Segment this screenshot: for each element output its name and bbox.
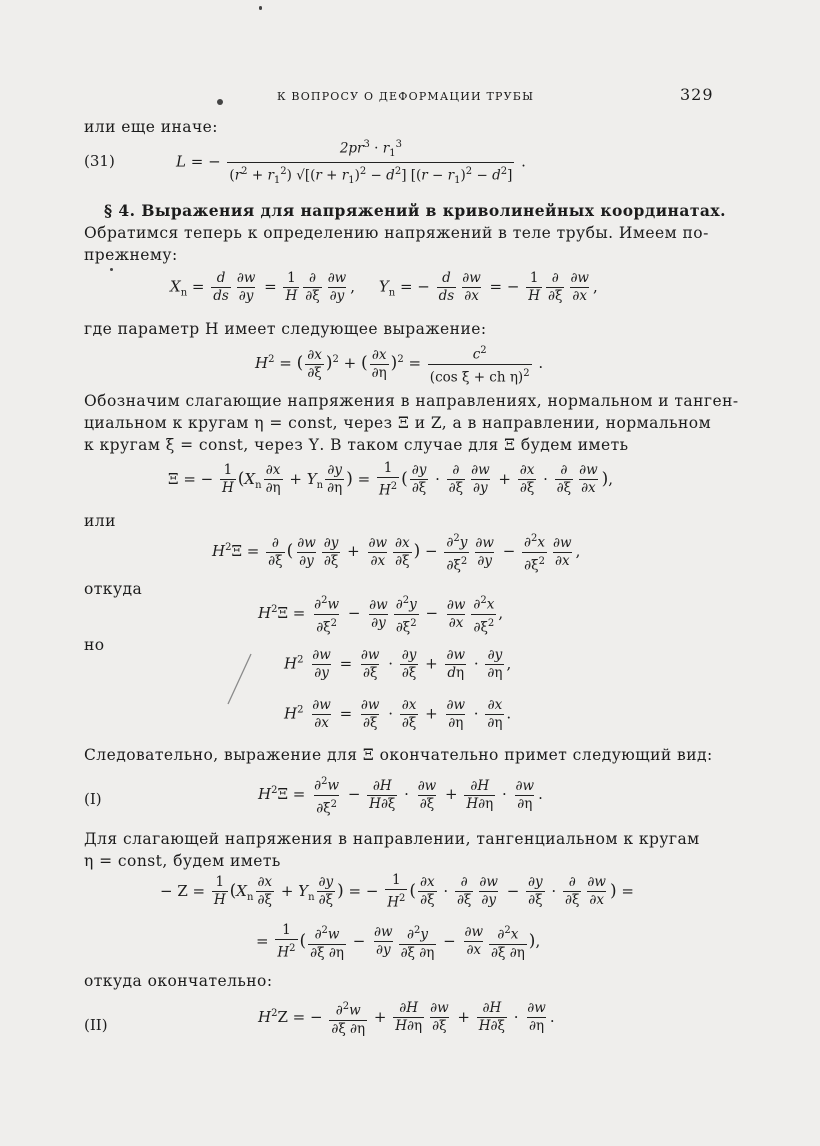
text-line: откуда <box>84 580 143 598</box>
text-line: откуда окончательно: <box>84 972 273 990</box>
text-line: но <box>84 636 105 654</box>
scan-speck <box>110 268 113 271</box>
section-heading <box>104 200 726 222</box>
scan-speck <box>217 99 223 105</box>
equation-xn-yn: $X_n$ = $\frac{d}{ds}$ $\frac{\partial w}{\partial y}$ = $\frac{1}{H}$ $\frac{\partial}{\partial\xi}$ $\frac{\partial w}{\partial y}$ , $Y_n$ = − $\frac{d}{ds}$ $\frac{\partial w}{\partial x}$ = − $\frac{1}{H}$ $\frac{\partial}{\partial\xi}$ $\frac{\partial w}{\partial x}$ , <box>170 270 598 304</box>
equation-h2xi: $H^2\Xi$ = $\frac{\partial}{\partial\xi}$ ( $\frac{\partial w}{\partial y}$ $\frac{\partial y}{\partial\xi}$ + $\frac{\partial w}{\partial x}$ $\frac{\partial x}{\partial\xi}$ ) − $\frac{\partial^2y}{\partial\xi^2}$ $\frac{\partial w}{\partial y}$ − $\frac{\partial^2x}{\partial\xi^2}$ $\frac{\partial w}{\partial x}$ , <box>212 533 581 573</box>
text-line: Обозначим слагающие напряжения в направлениях, нормальном и танген- <box>84 392 739 410</box>
equation-xi: Ξ = − $\frac{1}{H}$ ($X_n$ $\frac{\partial x}{\partial\eta}$ + $Y_n$ $\frac{\partial y}{\partial\eta}$ ) = $\frac{1}{H^2}$ ( $\frac{\partial y}{\partial\xi}$ · $\frac{\partial}{\partial\xi}$ $\frac{\partial w}{\partial y}$ + $\frac{\partial x}{\partial\xi}$ · $\frac{\partial}{\partial\xi}$ $\frac{\partial w}{\partial x}$ ), <box>168 460 614 499</box>
equation-z-cont: = $\frac{1}{H^2}$ ( $\frac{\partial^2w}{\partial\xi \partial\eta}$ − $\frac{\partial w}{\partial y}$ $\frac{\partial^2y}{\partial\xi \partial\eta}$ − $\frac{\partial w}{\partial x}$ $\frac{\partial^2x}{\partial\xi \partial\eta}$ ), <box>256 922 541 961</box>
equation-number: (31) <box>84 152 115 170</box>
section-heading-text: § 4. Выражения для напряжений в криволинейных координатах. <box>104 201 726 220</box>
running-title: К ВОПРОСУ О ДЕФОРМАЦИИ ТРУБЫ <box>277 90 535 103</box>
equation-h2xi-2: $H^2\Xi$ = $\frac{\partial^2w}{\partial\xi^2}$ − $\frac{\partial w}{\partial y}$ $\frac{\partial^2y}{\partial\xi^2}$ − $\frac{\partial w}{\partial x}$ $\frac{\partial^2x}{\partial\xi^2}$ , <box>258 595 504 635</box>
equation-dw-dy: $H^2$ $\frac{\partial w}{\partial y}$ = $\frac{\partial w}{\partial\xi}$ · $\frac{\partial y}{\partial\xi}$ + $\frac{\partial w}{d\eta}$ · $\frac{\partial y}{\partial\eta}$ , <box>284 647 512 681</box>
pencil-mark <box>224 652 254 708</box>
scan-speck <box>259 6 262 10</box>
text-line: Обратимся теперь к определению напряжений в теле трубы. Имеем по- <box>84 224 709 242</box>
text-line: Для слагающей напряжения в направлении, тангенциальном к кругам <box>84 830 700 848</box>
text-line: η = const, будем иметь <box>84 852 281 870</box>
equation-number: (I) <box>84 790 102 808</box>
equation-31: L = − $\frac{2pr^3 \cdot r_1^3}{(r^2 + r_1^2) √[(r + r_1)^2 - d^2] [(r - r_1)^2 - d^2]}$ . <box>176 136 526 189</box>
text-line: или еще иначе: <box>84 118 218 136</box>
text-line: прежнему: <box>84 246 178 264</box>
equation-number: (II) <box>84 1016 108 1034</box>
equation-I: $H^2\Xi$ = $\frac{\partial^2w}{\partial\xi^2}$ − $\frac{\partial H}{H\partial\xi}$ · $\frac{\partial w}{\partial\xi}$ + $\frac{\partial H}{H\partial\eta}$ · $\frac{\partial w}{\partial\eta}$ . <box>258 776 543 816</box>
text-line: Следовательно, выражение для Ξ окончательно примет следующий вид: <box>84 746 713 764</box>
text-line: циальном к кругам η = const, через Ξ и Z, а в направлении, нормальном <box>84 414 712 432</box>
text-line: или <box>84 512 116 530</box>
text-line: где параметр H имеет следующее выражение: <box>84 320 487 338</box>
text-line: к кругам ξ = const, через Υ. В таком случае для Ξ будем иметь <box>84 436 629 454</box>
page-number: 329 <box>680 85 714 104</box>
equation-z: − Z = $\frac{1}{H}$ ($X_n$ $\frac{\partial x}{\partial\xi}$ + $Y_n$ $\frac{\partial y}{\partial\xi}$ ) = − $\frac{1}{H^2}$ ( $\frac{\partial x}{\partial\xi}$ · $\frac{\partial}{\partial\xi}$ $\frac{\partial w}{\partial y}$ − $\frac{\partial y}{\partial\xi}$ · $\frac{\partial}{\partial\xi}$ $\frac{\partial w}{\partial x}$ ) = <box>160 872 634 911</box>
equation-II: $H^2Z$ = − $\frac{\partial^2w}{\partial\xi \partial\eta}$ + $\frac{\partial H}{H\partial\eta}$ $\frac{\partial w}{\partial\xi}$ + $\frac{\partial H}{H\partial\xi}$ · $\frac{\partial w}{\partial\eta}$ . <box>258 1000 555 1037</box>
equation-h-squared: $H^2$ = ( $\frac{\partial x}{\partial\xi}$ )$^2$ + ( $\frac{\partial x}{\partial\eta}$ )$^2$ = $\frac{c^2}{(\cos \xi + ch \eta)^2}$ . <box>255 345 544 385</box>
equation-dw-dx: $H^2$ $\frac{\partial w}{\partial x}$ = $\frac{\partial w}{\partial\xi}$ · $\frac{\partial x}{\partial\xi}$ + $\frac{\partial w}{\partial\eta}$ · $\frac{\partial x}{\partial\eta}$ . <box>284 697 512 731</box>
